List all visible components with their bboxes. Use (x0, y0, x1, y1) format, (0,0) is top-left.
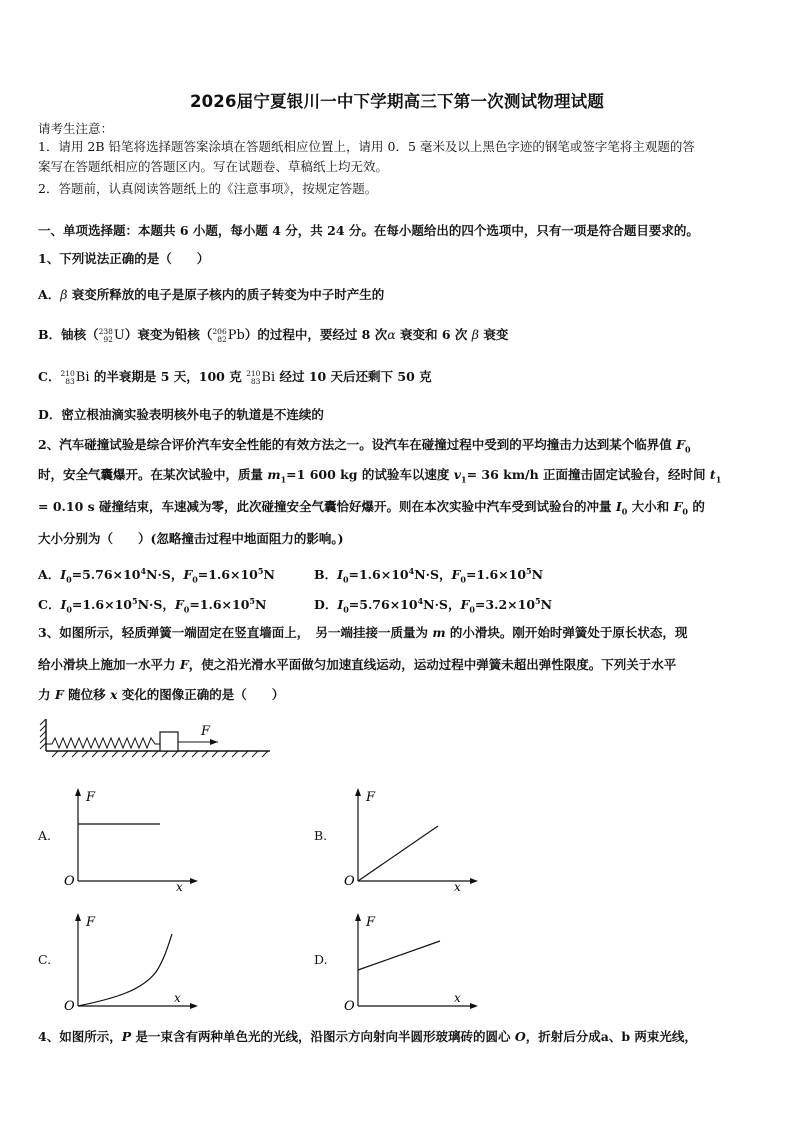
value: =1.6×10 (348, 567, 409, 583)
axis-label-x: x (176, 880, 183, 893)
bi-atomic-number: 83 (65, 376, 75, 386)
q3-option-b-label: B. (314, 828, 328, 843)
q4-text: 是一束含有两种单色光的光线，沿图示方向射向半圆形玻璃砖的圆心 (131, 1029, 515, 1044)
axis-arrow-icon (470, 1003, 478, 1009)
axis-label-x: x (454, 991, 461, 1005)
var-O: O (514, 1029, 526, 1044)
lead-nuclide (212, 327, 244, 345)
bi-atomic-number: 83 (250, 376, 261, 386)
q2-text: = 0.10 s 碰撞结束，车速减为零，此次碰撞安全气囊恰好爆开。则在本次实验中汽车受到试验台的冲量 (38, 499, 616, 514)
unit: N·S， (414, 567, 452, 583)
pb-atomic-number: 82 (217, 334, 227, 344)
q1-stem: 1、下列说法正确的是（ ） (38, 251, 210, 266)
q2-text: 时，安全气囊爆开。在某次试验中，质量 (38, 467, 268, 482)
q2-line-2 (38, 466, 721, 489)
bi-symbol: Bi (75, 369, 90, 385)
unit: N (531, 567, 544, 583)
q3-text: 变化的图像正确的是（ ） (117, 687, 285, 702)
sliding-block (160, 732, 178, 751)
uranium-nuclide (99, 327, 125, 345)
axis-arrow-icon (190, 878, 198, 884)
q2-text: 大小和 (627, 499, 674, 514)
var-F: F (183, 567, 193, 583)
q1-a-text: 衰变所释放的电子是原子核内的质子转变为中子时产生的 (67, 287, 385, 302)
axis-arrow-icon (470, 878, 478, 884)
subscript: 0 (342, 574, 349, 585)
u-symbol: U (113, 327, 125, 343)
exponent: 5 (257, 566, 264, 576)
page-title: 2026届宁夏银川一中下学期高三下第一次测试物理试题 (189, 92, 605, 111)
origin-label: O (64, 874, 75, 889)
q3-option-d-label: D. (314, 952, 328, 967)
subscript: 0 (183, 604, 190, 615)
axis-label-F: F (366, 915, 376, 930)
var-F: F (174, 597, 184, 613)
axis-label-F: F (86, 790, 96, 805)
graph-line (358, 941, 440, 970)
exponent: 5 (526, 566, 532, 576)
q2-text: = 36 km/h 正面撞击固定试验台，经时间 (466, 467, 710, 482)
q3-line-3 (38, 686, 284, 704)
u-atomic-number: 92 (103, 334, 113, 344)
var-x: x (109, 687, 118, 702)
q1-b-text: ）衰变为铅核（ (124, 327, 213, 342)
pb-mass-number: 206 (212, 326, 227, 336)
q1-option-c (38, 368, 432, 387)
graph-d (342, 910, 482, 1018)
q3-text: 随位移 (63, 687, 110, 702)
ground-hatching (52, 751, 268, 757)
axis-arrow-icon (75, 913, 81, 921)
var-F: F (179, 657, 189, 672)
exponent: 4 (417, 596, 424, 606)
q1-option-b (38, 326, 508, 345)
value: =5.76×10 (348, 597, 418, 613)
value: =1.6×10 (189, 597, 250, 613)
unit: N·S， (146, 567, 184, 583)
subscript: 0 (192, 574, 198, 585)
notice-item-2: 2．答题前，认真阅读答题纸上的《注意事项》，按规定答题。 (38, 181, 378, 196)
graph-a (62, 785, 202, 893)
origin-label: O (344, 874, 355, 889)
q2-line-1 (38, 436, 691, 459)
graph-line (358, 826, 438, 881)
q2-option-b (314, 562, 543, 589)
var-F: F (451, 567, 461, 583)
pb-symbol: Pb (227, 327, 245, 343)
option-label: A． (38, 567, 61, 583)
var-m: m (267, 467, 281, 482)
q1-option-a (38, 286, 384, 304)
value: =1.6×10 (197, 567, 258, 583)
q3-text: ，使之沿光滑水平面做匀加速直线运动，运动过程中弹簧未超出弹性限度。下列关于水平 (188, 657, 677, 672)
exponent: 4 (140, 566, 147, 576)
q1-b-label: B． (38, 327, 62, 342)
notice-item-1: 1．请用 2B 铅笔将选择题答案涂填在答题纸相应位置上，请用 0．5 毫米及以上黑色字迹的钢笔或签字笔将主观题的答 (38, 139, 695, 154)
q2-text: =1 600 kg 的试验车以速度 (286, 467, 454, 482)
q1-a-label: A． (38, 287, 61, 302)
bi-symbol: Bi (261, 369, 276, 385)
q3-option-a-label: A. (38, 828, 52, 843)
q1-c-text: 的半衰期是 5 天，100 克 (89, 369, 247, 384)
origin-label: O (64, 999, 75, 1014)
subscript: 0 (682, 506, 688, 517)
bismuth-nuclide (60, 369, 89, 387)
subscript: 0 (66, 574, 72, 585)
unit: N·S， (423, 597, 461, 613)
var-I: I (615, 499, 622, 514)
q1-c-text: 经过 10 天后还剩下 50 克 (275, 369, 432, 384)
axis-arrow-icon (355, 788, 361, 796)
force-label: F (201, 724, 211, 739)
q4-text: ，折射后分成a、b 两束光线， (525, 1029, 697, 1044)
var-t: t (709, 467, 716, 482)
value: =1.6×10 (71, 597, 132, 613)
q3-text: 3、如图所示，轻质弹簧一端固定在竖直墙面上， 另一端挂接一质量为 (38, 625, 433, 640)
axis-label-x: x (174, 991, 181, 1005)
graph-b (342, 785, 482, 893)
var-I: I (60, 597, 67, 613)
q3-text: 力 (38, 687, 55, 702)
spring-block-figure (38, 715, 278, 760)
var-m: m (432, 625, 446, 640)
q1-option-d (38, 406, 324, 424)
q1-b-text: 铀核（ (61, 327, 99, 342)
var-F: F (676, 437, 685, 452)
q2-option-d (314, 592, 552, 619)
option-label: D． (314, 597, 338, 613)
axis-label-F: F (86, 915, 96, 930)
var-F: F (460, 597, 470, 613)
q1-b-text: ）的过程中，要经过 8 次 (244, 327, 388, 342)
notice-heading: 请考生注意： (38, 121, 114, 136)
q2-text: 的 (687, 499, 705, 514)
subscript: 0 (469, 604, 475, 615)
exponent: 5 (535, 596, 541, 606)
exponent: 4 (408, 566, 415, 576)
q1-d-text: 密立根油滴实验表明核外电子的轨道是不连续的 (61, 407, 324, 422)
var-I: I (337, 597, 344, 613)
q1-d-label: D． (38, 407, 62, 422)
bi-mass-number: 210 (60, 368, 75, 378)
beta-symbol: β (471, 327, 480, 342)
var-I: I (60, 567, 67, 583)
var-I: I (337, 567, 343, 583)
value: =3.2×10 (474, 597, 536, 613)
subscript: 0 (621, 506, 628, 517)
value: =5.76×10 (71, 567, 141, 583)
bi-mass-number: 210 (246, 368, 261, 378)
graph-c (62, 910, 202, 1018)
var-F: F (673, 499, 683, 514)
q2-option-c (38, 592, 266, 619)
unit: N (263, 567, 275, 583)
exponent: 5 (131, 596, 138, 606)
q1-b-text: 衰变和 6 次 (395, 327, 472, 342)
subscript: 1 (461, 474, 467, 485)
subscript: 1 (715, 474, 722, 485)
axis-arrow-icon (190, 1003, 198, 1009)
wall-hatching (40, 719, 46, 749)
q2-line-3 (38, 498, 705, 521)
q4-text: 4、如图所示， (38, 1029, 122, 1044)
q3-option-c-label: C. (38, 952, 52, 967)
axis-label-x: x (454, 880, 461, 893)
q4-line-1 (38, 1028, 697, 1046)
q3-text: 给小滑块上施加一水平力 (38, 657, 180, 672)
subscript: 0 (343, 604, 349, 615)
axis-arrow-icon (75, 788, 81, 796)
q2-line-4: 大小分别为（ ）(忽略撞击过程中地面阻力的影响。) (38, 531, 344, 546)
q3-text: 的小滑块。刚开始时弹簧处于原长状态，现 (445, 625, 688, 640)
q3-line-2 (38, 656, 676, 674)
beta-symbol: β (60, 287, 68, 302)
var-P: P (121, 1029, 132, 1044)
exponent: 5 (249, 596, 255, 606)
value: =1.6×10 (465, 567, 527, 583)
spring (46, 738, 160, 748)
graph-curve (78, 934, 172, 1006)
notice-item-1-cont: 案写在答题纸相应的答题区内。写在试题卷、草稿纸上均无效。 (38, 159, 389, 174)
unit: N (255, 597, 267, 613)
q3-line-1 (38, 624, 687, 642)
var-F: F (54, 687, 64, 702)
subscript: 0 (684, 444, 691, 455)
unit: N (540, 597, 553, 613)
option-label: C． (38, 597, 61, 613)
arrow-head-icon (210, 739, 218, 745)
origin-label: O (344, 999, 355, 1014)
subscript: 0 (66, 604, 72, 615)
bismuth-nuclide (246, 369, 275, 387)
q2-text: 2、汽车碰撞试验是综合评价汽车安全性能的有效方法之一。设汽车在碰撞过程中受到的平均撞击力达到某个临界值 (38, 437, 677, 452)
q1-b-text: 衰变 (479, 327, 509, 342)
subscript: 0 (460, 574, 466, 585)
q1-c-label: C． (38, 369, 61, 384)
q2-option-a (38, 562, 275, 589)
section-heading: 一、单项选择题：本题共 6 小题，每小题 4 分，共 24 分。在每小题给出的四个选项中，只有一项是符合题目要求的。 (38, 223, 699, 238)
u-mass-number: 238 (98, 326, 113, 336)
axis-arrow-icon (355, 913, 361, 921)
unit: N·S， (137, 597, 175, 613)
subscript: 1 (280, 474, 287, 485)
option-label: B． (314, 567, 338, 583)
alpha-symbol: α (387, 327, 396, 342)
var-v: v (453, 467, 462, 482)
axis-label-F: F (366, 790, 376, 805)
